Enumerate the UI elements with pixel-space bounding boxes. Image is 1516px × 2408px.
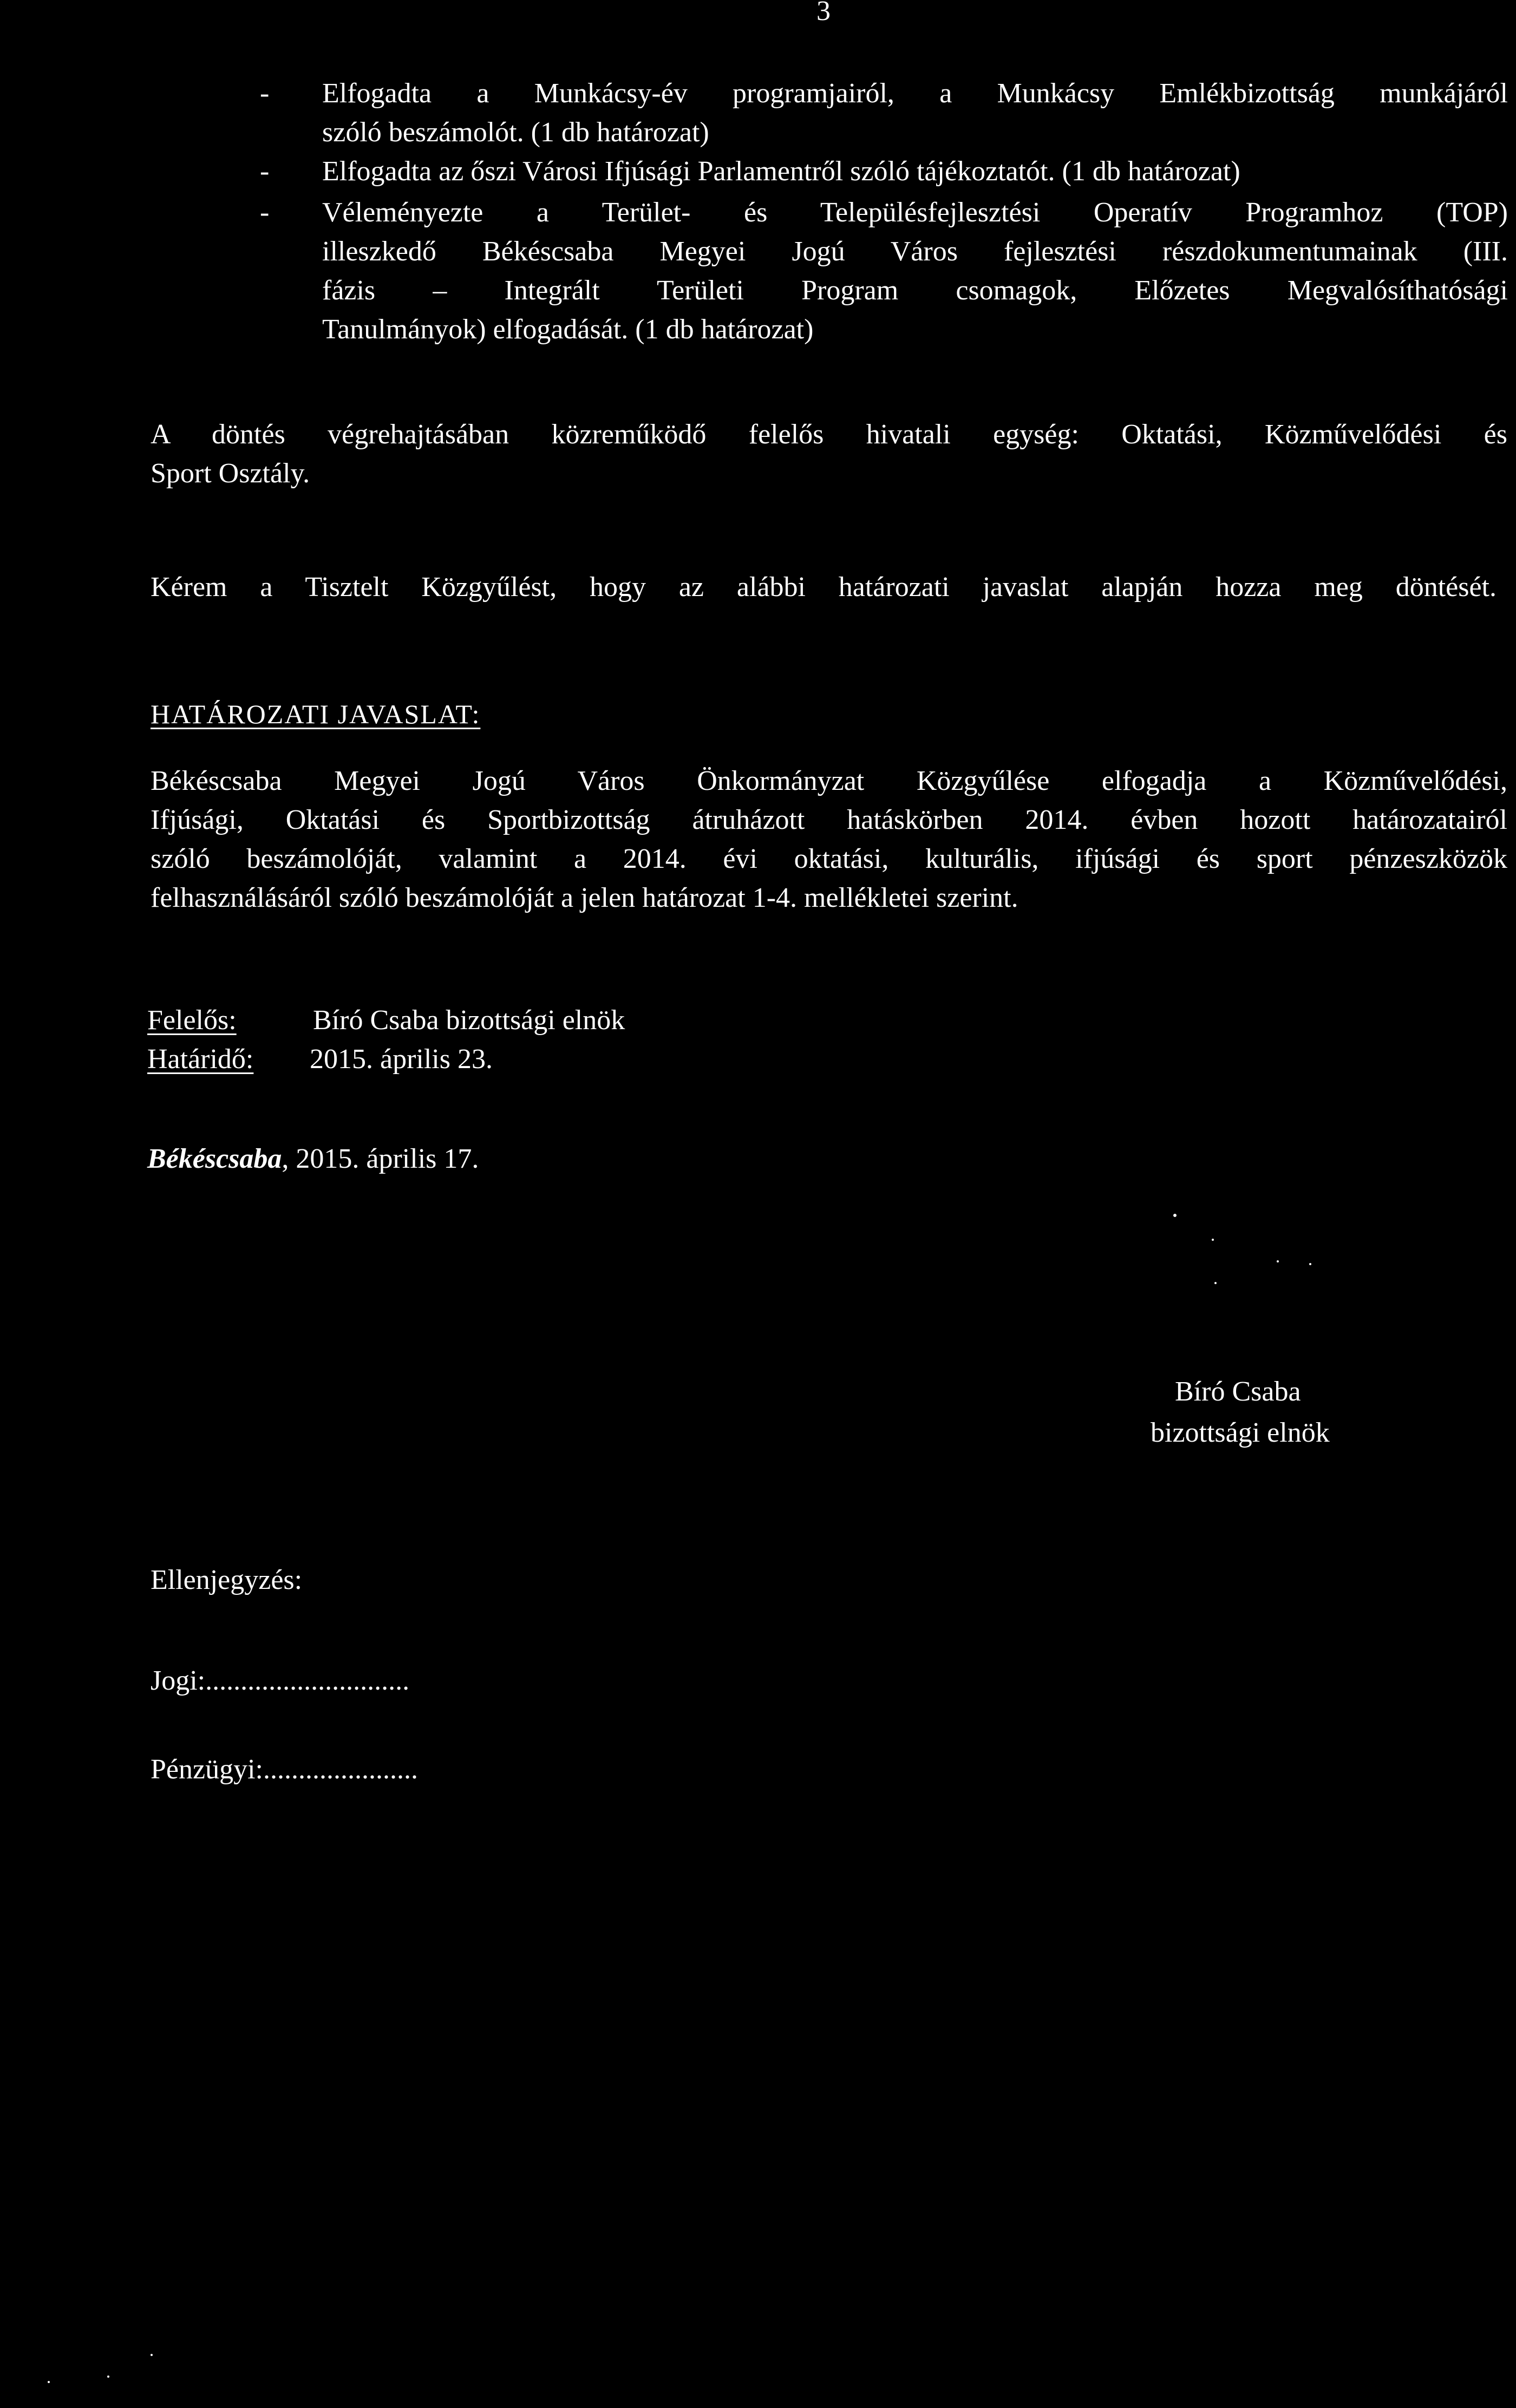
scan-speck: [107, 2376, 109, 2378]
responsible-label: Felelős:: [147, 1005, 237, 1036]
scan-speck: [1212, 1239, 1214, 1241]
bullet-line: fázis – Integrált Területi Program csomagok, Előzetes Megvalósíthatósági: [322, 275, 1508, 306]
signatory-title: bizottsági elnök: [1151, 1417, 1330, 1448]
paragraph-line: szóló beszámolóját, valamint a 2014. évi oktatási, kulturális, ifjúsági és sport pénzeszközök: [151, 843, 1507, 874]
bullet-dash: -: [260, 78, 270, 109]
date: , 2015. április 17.: [282, 1143, 479, 1174]
paragraph-line: Békéscsaba Megyei Jogú Város Önkormányzat Közgyűlése elfogadja a Közművelődési,: [151, 765, 1507, 796]
bullet-line: szóló beszámolót. (1 db határozat): [322, 117, 709, 148]
scan-speck: [151, 2354, 153, 2356]
scan-speck: [1214, 1282, 1217, 1284]
paragraph-line: A döntés végrehajtásában közreműködő felelős hivatali egység: Oktatási, Közművelődési és: [151, 419, 1507, 450]
scan-speck: [1277, 1260, 1279, 1262]
bullet-line: Tanulmányok) elfogadását. (1 db határozat): [322, 314, 814, 345]
page-number: 3: [816, 0, 831, 27]
proposal-heading: HATÁROZATI JAVASLAT:: [151, 699, 481, 729]
countersign-label: Ellenjegyzés:: [151, 1565, 303, 1595]
scan-speck: [1309, 1263, 1311, 1265]
bullet-dash: -: [260, 156, 270, 187]
paragraph-line: felhasználásáról szóló beszámolóját a jelen határozat 1-4. mellékletei szerint.: [151, 882, 1018, 913]
signatory-name: Bíró Csaba: [1175, 1376, 1301, 1407]
place: Békéscsaba: [147, 1143, 282, 1174]
bullet-dash: -: [260, 197, 270, 228]
bullet-line: Elfogadta az őszi Városi Ifjúsági Parlamentről szóló tájékoztatót. (1 db határozat): [322, 156, 1240, 187]
legal-line: Jogi:.............................: [151, 1665, 410, 1696]
paragraph-line: Ifjúsági, Oktatási és Sportbizottság átruházott hatáskörben 2014. évben hozott határozatairól: [151, 804, 1507, 835]
bullet-line: Véleményezte a Terület- és Településfejlesztési Operatív Programhoz (TOP): [322, 197, 1508, 228]
request-paragraph: Kérem a Tisztelt Közgyűlést, hogy az alábbi határozati javaslat alapján hozza meg döntését.: [151, 572, 1497, 603]
finance-line: Pénzügyi:......................: [151, 1754, 418, 1785]
paragraph-line: Sport Osztály.: [151, 458, 310, 489]
scan-speck: [48, 2381, 50, 2383]
deadline-value: 2015. április 23.: [310, 1044, 493, 1075]
scan-speck: [1173, 1214, 1177, 1217]
deadline-label: Határidő:: [147, 1044, 254, 1075]
bullet-line: Elfogadta a Munkácsy-év programjairól, a Munkácsy Emlékbizottság munkájáról: [322, 78, 1508, 109]
responsible-value: Bíró Csaba bizottsági elnök: [313, 1005, 625, 1036]
bullet-line: illeszkedő Békéscsaba Megyei Jogú Város fejlesztési részdokumentumainak (III.: [322, 236, 1508, 267]
